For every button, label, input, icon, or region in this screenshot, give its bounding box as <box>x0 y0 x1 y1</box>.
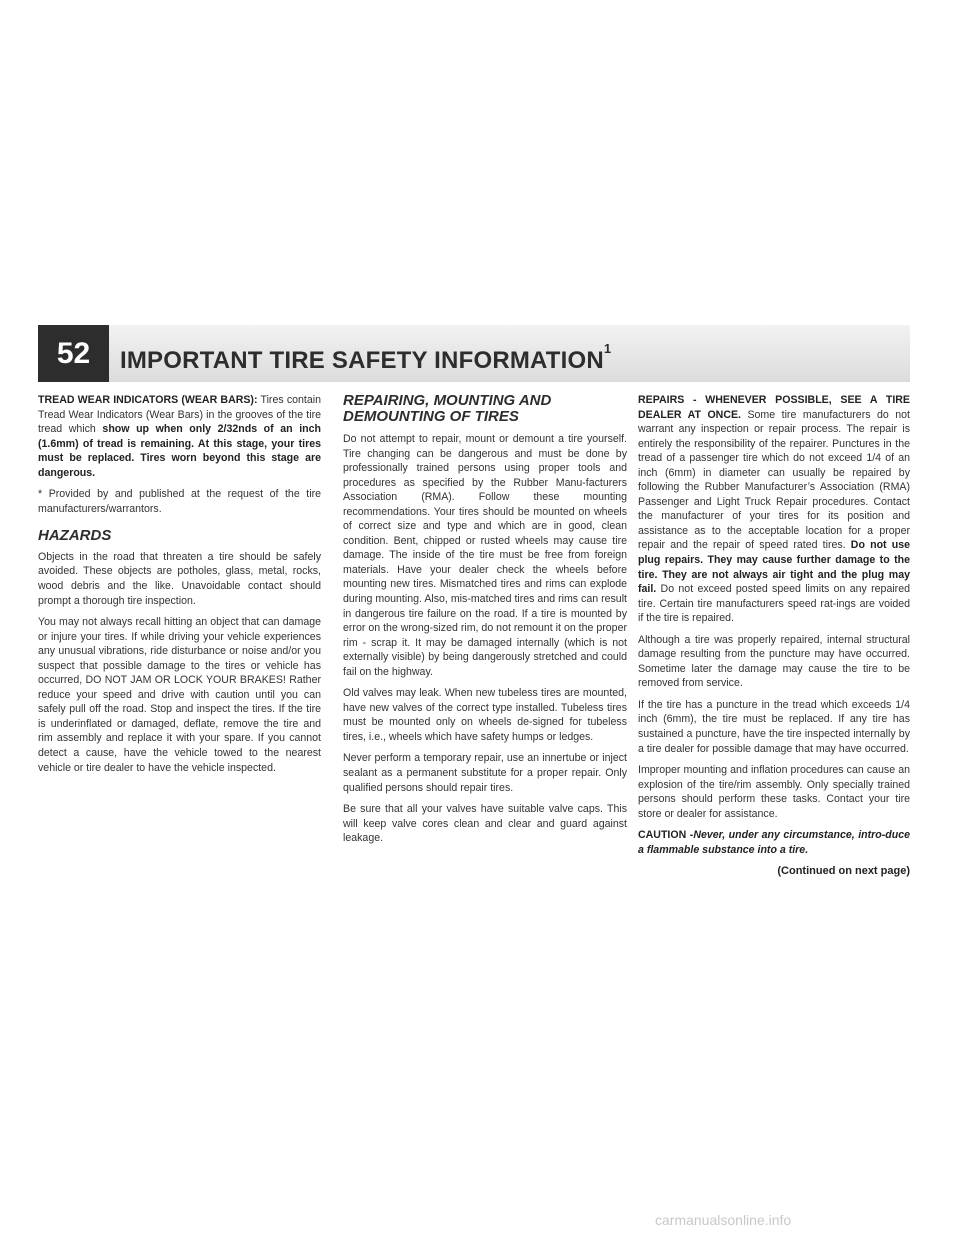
repairs-paragraph-3: If the tire has a puncture in the tread which exceeds 1/4 inch (6mm), the tire must be replaced. If any tire has sustained a puncture, have the tire inspected internally by a tire dealer for possible damage that may have occurred. <box>638 698 910 755</box>
repairs-text-2: Do not exceed posted speed limits on any repaired tire. Certain tire manufacturers speed rat-ings are voided if the tire is repaired. <box>638 583 910 625</box>
tread-wear-text: Tires contain Tread Wear Indicators (Wear Bars) in the grooves of the tire tread which <box>38 394 321 436</box>
hazards-heading: HAZARDS <box>38 527 112 545</box>
repairs-paragraph <box>638 393 910 626</box>
page-number: 52 <box>38 325 109 382</box>
repairs-bold: Do not use plug repairs. They may cause further damage to the tire. They are not always air tight and the plug may fail. <box>638 539 910 596</box>
column-right <box>638 393 910 879</box>
column-middle <box>343 393 627 853</box>
repairs-paragraph-4: Improper mounting and inflation procedures can cause an explosion of the tire/rim assembly. Only specially trained persons should perform these tasks. Contact your tire store or dealer for assistance. <box>638 764 910 820</box>
title-footnote-marker: 1 <box>603 341 612 356</box>
repairs-text-1: Some tire manufacturers do not warrant any inspection or repair process. The repair is entirely the responsibility of the repairer. Punctures in the tread of a passenger tire which do not exceed 1/4 of an inch (6mm) in diameter can usually be repaired by following the Rubber Manufacturer’s Association (RMA) Passenger and Light Truck Repair procedures. Contact the manufacturer of your tires for its position and assistance as to the acceptable location for a proper repair and the repair of speed rated tires. <box>638 408 910 552</box>
hazards-paragraph-2: You may not always recall hitting an object that can damage or injure your tires. If while driving your vehicle experiences any unusual vibrations, ride disturbance or noise and/or you suspect that possible damage to the tires or vehicle has occurred, DO NOT JAM OR LOCK YOUR BRAKES! Rather reduce your speed and drive with caution until you can safely pull off the road. Stop and inspect the tires. If the tire is underinflated or damaged, deflate, remove the tire and rim assembly and replace it with your spare. If you cannot detect a cause, have the vehicle towed to the nearest vehicle or tire dealer to have the vehicle inspected. <box>38 616 321 774</box>
repairing-paragraph-1: Do not attempt to repair, mount or demount a tire yourself. Tire changing can be dangerous and must be done by professionally trained persons using proper tools and procedures as specified by the Rubber Manu-facturers Association (RMA). Follow these mounting recommendations. Your tires should be mounted on wheels of correct size and type and which are in good, clean condition. Bent, chipped or rusted wheels may cause tire damage. The inside of the tire must be free from foreign materials. Have your dealer check the wheels before mounting new tires. Mismatched tires and rims can explode during mounting. Also, mis-matched tires and rims can result in dangerous tire failure on the road. If a tire is mounted by error on the wrong-sized rim, do not remount it on the proper rim - scrap it. It may be damaged internally (which is not externally visible) by being dangerously stretched and could fail on the highway. <box>343 433 627 678</box>
continued-note: (Continued on next page) <box>777 865 910 878</box>
page-title <box>120 325 611 382</box>
repairing-heading: REPAIRING, MOUNTING AND DEMOUNTING OF TIRES <box>343 392 552 425</box>
repairing-paragraph-4: Be sure that all your valves have suitable valve caps. This will keep valve cores clean and clear and guard against leakage. <box>343 803 627 845</box>
repairing-paragraph-2: Old valves may leak. When new tubeless tires are mounted, have new valves of the correct type installed. Tubeless tires must be mounted only on wheels de-signed for tubeless tires, i.e., wheels which have safety humps or ledges. <box>343 687 627 743</box>
caution-lead: CAUTION - <box>638 829 694 842</box>
repairs-lead: REPAIRS - WHENEVER POSSIBLE, SEE A TIRE DEALER AT ONCE. <box>638 394 910 421</box>
page-header <box>38 325 910 382</box>
repairing-paragraph-3: Never perform a temporary repair, use an innertube or inject sealant as a permanent substitute for a proper repair. Only qualified persons should repair tires. <box>343 752 627 794</box>
tread-wear-bold: show up when only 2/32nds of an inch (1.6mm) of tread is remaining. At this stage, your tires must be replaced. Tires worn beyond this stage are dangerous. <box>38 423 322 479</box>
watermark: carmanualsonline.info <box>655 1212 792 1228</box>
column-left <box>38 393 321 782</box>
tread-wear-lead: TREAD WEAR INDICATORS (WEAR BARS): <box>38 394 258 406</box>
page-title-text: IMPORTANT TIRE SAFETY INFORMATION <box>120 347 604 374</box>
repairs-paragraph-2: Although a tire was properly repaired, internal structural damage resulting from the puncture may have occurred. Sometime later the damage may cause the tire to be removed from service. <box>638 633 910 690</box>
tread-wear-paragraph <box>38 393 321 480</box>
hazards-paragraph-1: Objects in the road that threaten a tire should be safely avoided. These objects are potholes, glass, metal, rocks, wood debris and the like. Unavoidable contact should prompt a thorough tire inspection. <box>38 550 321 607</box>
caution-paragraph <box>638 828 910 857</box>
caution-text: Never, under any circumstance, intro-duce a flammable substance into a tire. <box>638 829 910 856</box>
footnote: * Provided by and published at the request of the tire manufacturers/warrantors. <box>38 488 321 515</box>
